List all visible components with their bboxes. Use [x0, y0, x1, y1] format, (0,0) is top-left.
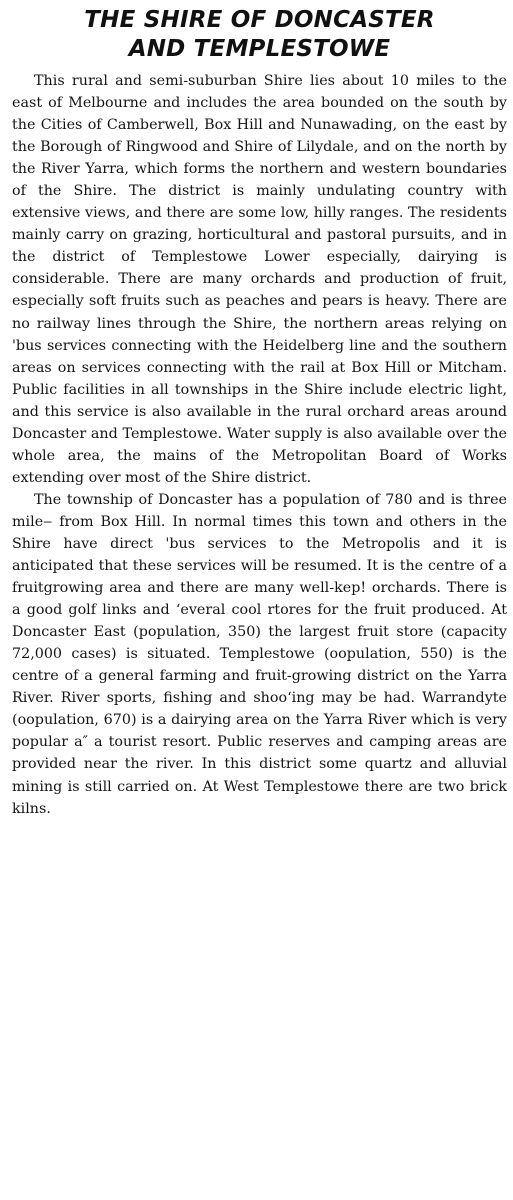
article-title [12, 6, 507, 64]
article-title-line-2: AND TEMPLESTOWE [128, 36, 391, 62]
paragraph-shire-overview: This rural and semi-suburban Shire lies about 10 miles to the east of Melbourne and includes the area bounded on the south by the Cities of Camberwell, Box Hill and Nunawading, on the east by the Borough of Ringwood and Shire of Lilydale, and on the north by the River Yarra, which forms the northern and western boundaries of the Shire. The district is mainly undulating country with extensive views, and there are some low, hilly ranges. The residents mainly carry on grazing, horticultural and pastoral pursuits, and in the district of Templestowe Lower especially, dairying is considerable. There are many orchards and production of fruit, especially soft fruits such as peaches and pears is heavy. There are no railway lines through the Shire, the northern areas relying on 'bus services connecting with the Heidelberg line and the southern areas on services connecting with the rail at Box Hill or Mitcham. Public facilities in all townships in the Shire include electric light, and this service is also available in the rural orchard areas around Doncaster and Templestowe. Water supply is also available over the whole area, the mains of the Metropolitan Board of Works extending over most of the Shire district. [12, 73, 507, 486]
article-title-line-1: THE SHIRE OF DONCASTER [84, 7, 435, 33]
paragraph-doncaster-township: The township of Doncaster has a population of 780 and is three mile‒ from Box Hill. In normal times this town and others in the Shire have direct 'bus services to the Metropolis and it is anticipated that these services will be resumed. It is the centre of a fruitgrowing area and there are many well-kep! orchards. There is a good golf links and ‘everal cool rtores for the fruit produced. At Doncaster East (population, 350) the largest fruit store (capacity 72,000 cases) is situated. Templestowe (oopulation, 550) is the centre of a general farming and fruit-growing district on the Yarra River. River sports, fishing and shoo‘ing may be had. Warrandyte (oopulation, 670) is a dairying area on the Yarra River which is very popular a″ a tourist resort. Public reserves and camping areas are provided near the river. In this district some quartz and alluvial mining is still carried on. At West Templestowe there are two brick kilns. [12, 491, 507, 817]
article [12, 6, 507, 820]
